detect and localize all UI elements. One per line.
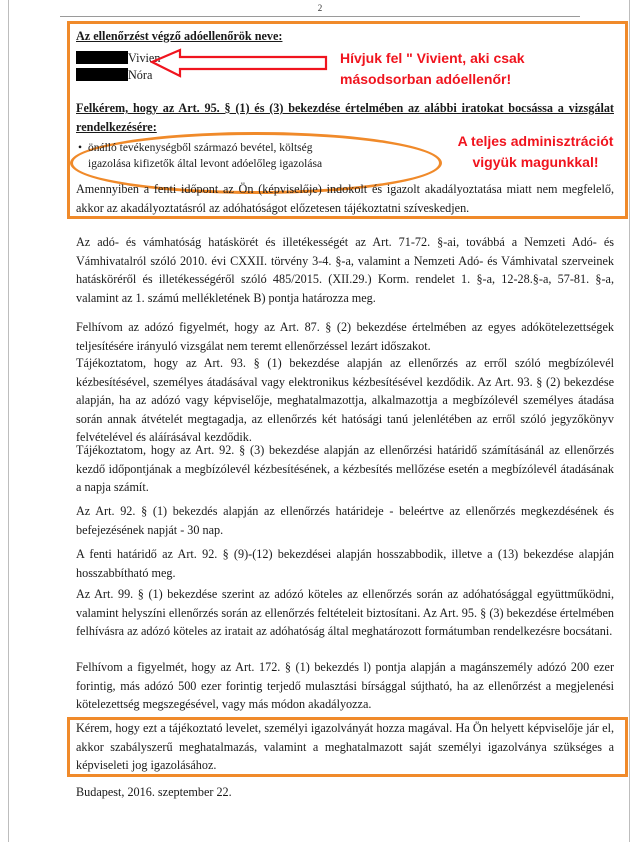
closing-date: Budapest, 2016. szeptember 22. — [76, 785, 232, 799]
paragraph-authority: Az adó- és vámhatóság hatáskörét és illetékességét az Art. 71-72. §-ai, továbbá a Nemzeti Adó- és Vámhivatalról szóló 2010. évi CXXII. törvény 3-4. §-a, valamint a Nemzeti Adó- és Vámhivatal szerveinek hatásköréről és illetékességéről szóló 485/2015. (XII.29.) Korm. rendelet 1. §-a, 12-28.§-a, 57-81. §-a, valamint az 1. számú mellékletének B) pontja határozza meg. — [76, 235, 614, 305]
inspector-name-2 — [76, 67, 152, 83]
top-rule — [60, 16, 580, 17]
paragraph-start-of-audit: Tájékoztatom, hogy az Art. 93. § (1) bekezdése alapján az ellenőrzés az erről szóló megbízólevél kézbesítésével, személyes átadásával vagy elektronikus kézbesítésével kezdődik. Az Art. 93. § (2) bekezdése alapján, ha az adózó vagy képviselője, meghatalmazottja, alkalmazottja a megbízólevél személyes átadása során annak átvételét megtagadja, az ellenőrzés két hatósági tanú jelenlétében az erről szóló jegyzőkönyv felvételével és aláírásával kezdődik. — [76, 356, 614, 444]
arrow-left-icon — [150, 48, 330, 84]
bullet-icon: • — [78, 142, 83, 154]
annotation-call-vivien: Hívjuk fel " Vivient, aki csak másodsorban adóellenőr! — [340, 50, 525, 87]
inspector-name-1 — [76, 50, 160, 66]
paragraph-extension: A fenti határidő az Art. 92. § (9)-(12) bekezdései alapján hosszabbodik, illetve a (13) bekezdése alapján hosszabbítható meg. — [76, 547, 614, 580]
paragraph-no-closed-period: Felhívom az adózó figyelmét, hogy az Art. 87. § (2) bekezdése értelmében az egyes adókötelezettségek teljesítésére irányuló vizsgálat nem teremt ellenőrzéssel lezárt időszakot. — [76, 320, 614, 353]
redacted-surname-block — [76, 68, 128, 81]
paragraph-30-days: Az Art. 92. § (1) bekezdés alapján az ellenőrzés határideje - beleértve az ellenőrzés megkezdésének és befejezésének napját - 30 nap. — [76, 504, 614, 537]
inspector-first-name: Vivien — [128, 51, 161, 65]
annotation-bring-all: A teljes adminisztrációt vigyük magunkkal! — [457, 133, 614, 170]
inspectors-heading — [76, 27, 614, 46]
paragraph-fine: Felhívom a figyelmét, hogy az Art. 172. § (1) bekezdés l) pontja alapján a magánszemély adózó 200 ezer forintig, más adózó 500 ezer forintig terjedő mulasztási bírsággal sújtható, ha az ellenőrzést a megjelenési kötelezettség megszegésével, vagy más módon akadályozza. — [76, 660, 614, 711]
paragraph-deadline-calculation: Tájékoztatom, hogy az Art. 92. § (3) bekezdése alapján az ellenőrzési határidő számításánál az ellenőrzés kezdő időpontjának a megbízólevél kézbesítésének, a kézbesítés mellőzése esetén a megbízólevél átadásának a napja számít. — [76, 443, 614, 494]
paragraph-cooperation: Az Art. 99. § (1) bekezdése szerint az adózó köteles az ellenőrzés során az adóhatósággal együttműködni, valamint helyszíni ellenőrzés során az ellenőrzés feltételeit biztosítani. Az Art. 95. § (3) bekezdése értelmében felhívásra az adózó köteles az iratait az adóhatóság által meghatározott formátumban rendelkezésre bocsátani. — [76, 587, 614, 638]
request-heading-text: Felkérem, hogy az Art. 95. § (1) és (3) bekezdése értelmében az alábbi iratokat bocsássa a vizsgálat rendelkezésére: — [76, 101, 614, 134]
paragraph-bring-id: Kérem, hogy ezt a tájékoztató levelet, személyi igazolványát hozza magával. Ha Ön helyett képviselője jár el, akkor szabályszerű meghatalmazás, valamint a meghatalmazott saját személyi igazolványa szükséges a képviseleti jog igazolásához. — [76, 721, 614, 772]
obstacle-note: Amennyiben a fenti időpont az Ön (képviselője) indokolt és igazolt akadályoztatása miatt nem megfelelő, akkor az akadályoztatásról az adóhatóságot előzetesen tájékoztatni szíveskedjen. — [76, 182, 614, 215]
inspectors-heading-text: Az ellenőrzést végző adóellenőrök neve: — [76, 29, 283, 43]
redacted-surname-block — [76, 51, 128, 64]
documents-list-item: önálló tevékenységből származó bevétel, költség igazolása kifizetők által levont adóelőleg igazolása — [88, 142, 323, 170]
inspector-first-name: Nóra — [128, 68, 153, 82]
page-number: 2 — [317, 3, 323, 13]
documents-list — [76, 141, 326, 172]
